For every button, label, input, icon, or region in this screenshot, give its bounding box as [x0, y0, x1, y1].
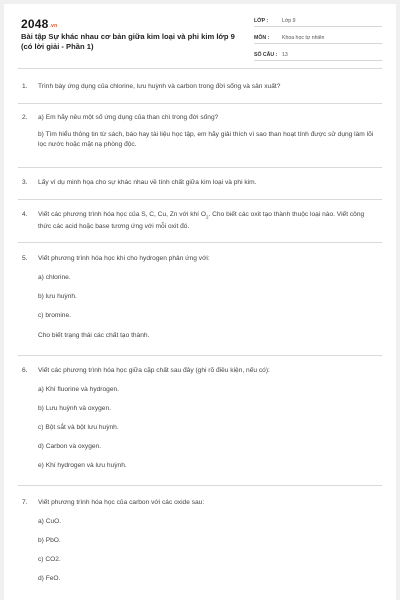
question-text: Viết phương trình hóa học của carbon với các oxide sau:	[38, 499, 205, 506]
answer-option: a) CuO.	[38, 518, 62, 525]
question-number: 2.	[22, 114, 28, 121]
worksheet-page	[4, 4, 396, 600]
divider	[18, 167, 382, 168]
question-text-part: Viết các phương trình hóa học của S, C, Cu, Zn với khí O	[38, 211, 206, 218]
question-text: Lấy ví dụ minh họa cho sự khác nhau về tính chất giữa kim loại và phi kim.	[38, 179, 257, 186]
worksheet-title: Bài tập Sự khác nhau cơ bản giữa kim loại và phi kim lớp 9 (có lời giải - Phần 1)	[21, 32, 235, 51]
answer-option: d) Carbon và oxygen.	[38, 443, 102, 450]
divider	[18, 242, 382, 243]
meta-count-label: SỐ CÂU :	[254, 52, 278, 58]
answer-option: e) Khí hydrogen và lưu huỳnh.	[38, 462, 127, 469]
question-text	[38, 210, 378, 232]
answer-option: b) PbO.	[38, 537, 61, 544]
question-3	[22, 178, 378, 188]
question-text: Trình bày ứng dụng của chlorine, lưu huỳnh và carbon trong đời sống và sản xuất?	[38, 83, 281, 90]
answer-option: b) lưu huỳnh.	[38, 293, 77, 300]
answer-option: c) CO2.	[38, 556, 61, 563]
site-logo[interactable]	[21, 17, 57, 31]
worksheet-header	[4, 4, 396, 62]
question-6	[22, 366, 378, 376]
question-text: Viết các phương trình hóa học giữa cặp chất sau đây (ghi rõ điều kiện, nếu có):	[38, 367, 270, 374]
question-number: 1.	[22, 83, 28, 90]
answer-option: b) Lưu huỳnh và oxygen.	[38, 405, 111, 412]
question-part-a: a) Em hãy nêu một số ứng dụng của than chì trong đời sống?	[38, 114, 219, 121]
logo-text: 2048	[21, 17, 49, 31]
answer-option: c) bromine.	[38, 312, 71, 319]
question-text: Viết phương trình hóa học khi cho hydrogen phản ứng với:	[38, 255, 210, 262]
meta-count-row	[254, 48, 382, 61]
divider	[18, 355, 382, 356]
question-text-part: . Cho biết các oxit tạo thành thuộc loại nào. Viết công thức các acid hoặc base tương ứng với mỗi oxit đó.	[38, 211, 365, 231]
logo-suffix: .vn	[49, 23, 58, 29]
question-2	[22, 113, 378, 123]
question-4	[22, 210, 378, 232]
question-number: 4.	[22, 211, 28, 218]
meta-count-value: 13	[282, 52, 288, 58]
answer-option: d) FeO.	[38, 575, 61, 582]
question-5	[22, 254, 378, 264]
divider	[18, 485, 382, 486]
divider	[18, 199, 382, 200]
meta-subject-row	[254, 31, 382, 44]
divider	[18, 68, 382, 69]
meta-class-value: Lớp 9	[282, 18, 296, 24]
chem-subscript: 2	[205, 214, 209, 220]
answer-option: a) Khí fluorine và hydrogen.	[38, 386, 120, 393]
meta-class-label: LỚP :	[254, 18, 269, 24]
question-number: 6.	[22, 367, 28, 374]
question-2-part-b: b) Tìm hiểu thông tin từ sách, báo hay tài liệu học tập, em hãy giải thích vì sao than hoạt tính được sử dụng làm lõi lọc nước hoặc mặt nạ phòng độc.	[38, 131, 374, 148]
question-1	[22, 82, 378, 92]
meta-subject-value: Khoa học tự nhiên	[282, 35, 325, 41]
question-7	[22, 498, 378, 508]
meta-panel	[254, 14, 382, 65]
question-number: 5.	[22, 255, 28, 262]
meta-class-row	[254, 14, 382, 27]
question-number: 7.	[22, 499, 28, 506]
question-number: 3.	[22, 179, 28, 186]
question-note: Cho biết trạng thái các chất tạo thành.	[38, 332, 150, 339]
answer-option: c) Bột sắt và bột lưu huỳnh.	[38, 424, 119, 431]
meta-subject-label: MÔN :	[254, 35, 270, 41]
divider	[18, 103, 382, 104]
answer-option: a) chlorine.	[38, 274, 71, 281]
